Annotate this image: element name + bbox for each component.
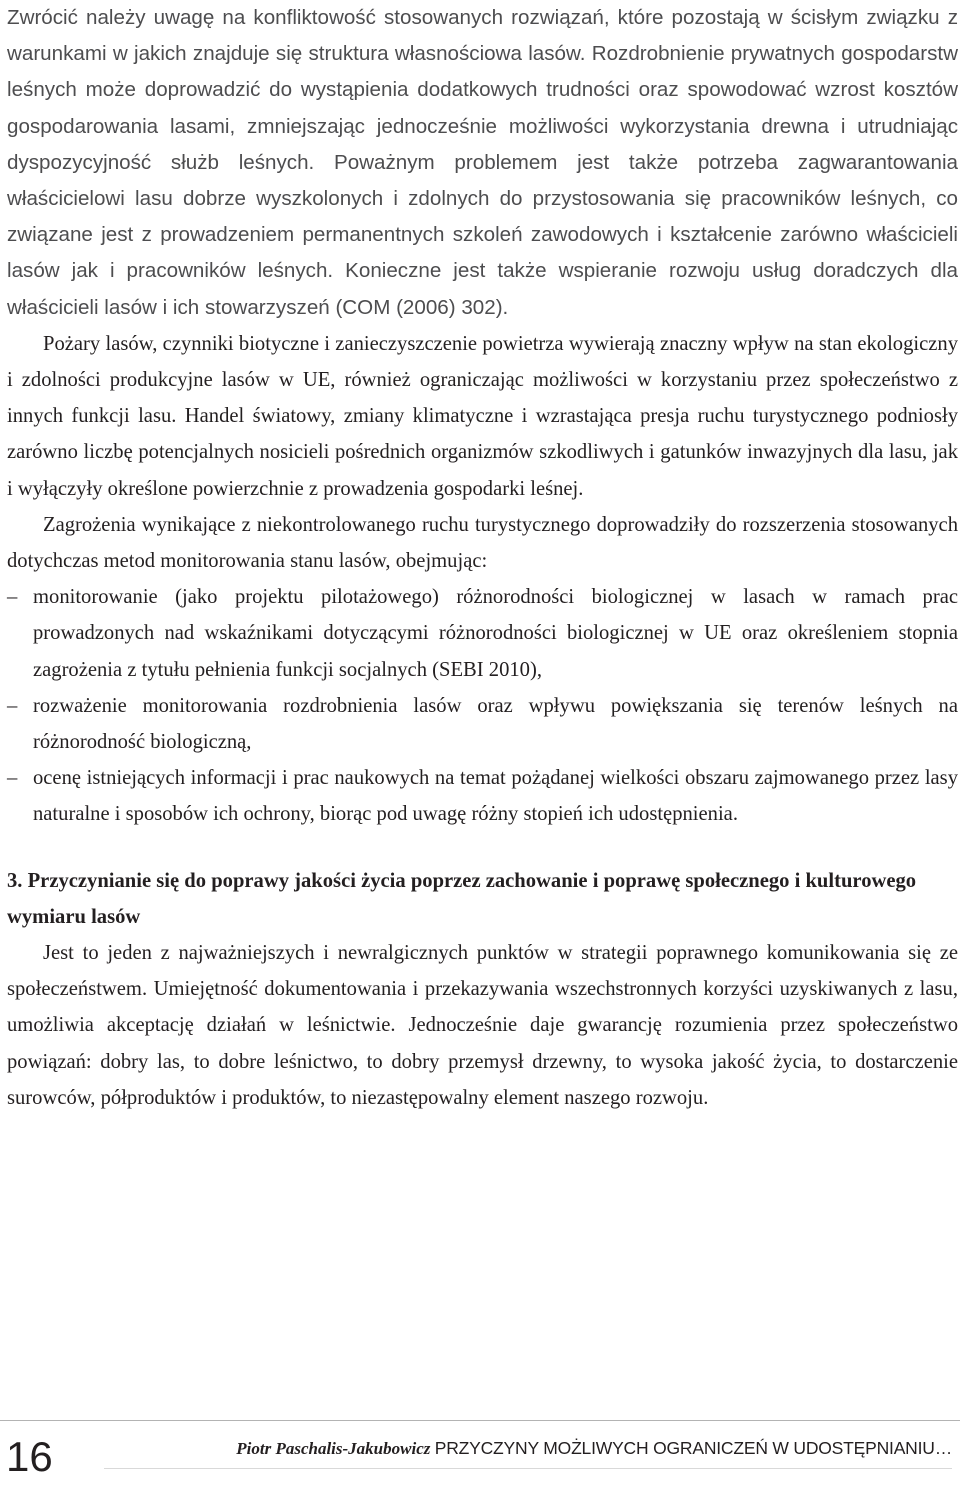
list-item-text: monitorowanie (jako projektu pilotażowego) różnorodności biologicznej w lasach w ramach prac prowadzonych nad wskaźnikami dotyczącymi różnorodności biologicznej w UE oraz określeniem stopnia zagrożenia z tytułu pełnienia funkcji socjalnych (SEBI 2010), xyxy=(33,586,958,681)
list-item xyxy=(7,760,958,832)
running-header xyxy=(236,1436,952,1461)
section-heading: 3. Przyczynianie się do poprawy jakości życia poprzez zachowanie i poprawę społecznego i kulturowego wymiaru lasów xyxy=(7,869,917,928)
list-dash: – xyxy=(7,586,18,609)
monitoring-list xyxy=(7,579,958,832)
paragraph-ownership-structure: Zwrócić należy uwagę na konfliktowość stosowanych rozwiązań, które pozostają w ścisłym związku z warunkami w jakich znajduje się struktura własnościowa lasów. Rozdrobnienie prywatnych gospodarstw leśnych może doprowadzić do wystąpienia dodatkowych trudności oraz spowodować wzrost kosztów gospodarowania lasami, zmniejszając jednocześnie możliwości wykorzystania drewna i utrudniając dyspozycyjność służb leśnych. Poważnym problemem jest także potrzeba zagwarantowania właścicielowi lasu dobrze wyszkolonych i zdolnych do przystosowania się pracowników leśnych, co związane jest z prowadzeniem permanentnych szkoleń zawodowych i kształcenie zarówno właścicieli lasów jak i pracowników leśnych. Konieczne jest także wspieranie rozwoju usług doradczych dla właścicieli lasów i ich stowarzyszeń (COM (2006) 302). xyxy=(7,6,958,319)
paragraph-tourism-monitoring: Zagrożenia wynikające z niekontrolowanego ruchu turystycznego doprowadziły do rozszerzenia stosowanych dotychczas metod monitorowania stanu lasów, obejmując: xyxy=(7,513,958,573)
list-item xyxy=(7,688,958,760)
paragraph-forest-threats: Pożary lasów, czynniki biotyczne i zanieczyszczenie powietrza wywierają znaczny wpływ na stan ekologiczny i zdolności produkcyjne lasów w UE, również ograniczając możliwości w korzystaniu przez społeczeństwo z innych funkcji lasu. Handel światowy, zmiany klimatyczne i wzrastająca presja ruchu turystycznego podniosły zarówno liczbę potencjalnych nosicieli pośrednich organizmów szkodliwych i gatunków inwazyjnych dla lasu, jak i wyłączyły określone powierzchnie z prowadzenia gospodarki leśnej. xyxy=(7,332,958,500)
list-dash: – xyxy=(7,767,18,790)
running-title: PRZYCZYNY MOŻLIWYCH OGRANICZEŃ W UDOSTĘPNIANIU… xyxy=(434,1438,952,1458)
page-footer xyxy=(0,1420,960,1480)
list-item-text: rozważenie monitorowania rozdrobnienia lasów oraz wpływu powiększania się terenów leśnych na różnorodność biologiczną, xyxy=(33,694,958,754)
running-author: Piotr Paschalis-Jakubowicz xyxy=(236,1439,431,1458)
page-number: 16 xyxy=(6,1433,53,1480)
list-item-text: ocenę istniejących informacji i prac naukowych na temat pożądanej wielkości obszaru zajmowanego przez lasy naturalne i sposobów ich ochrony, biorąc pod uwagę różny stopień ich udostępnienia. xyxy=(33,767,958,826)
footer-divider xyxy=(0,1420,960,1421)
list-dash: – xyxy=(7,694,18,717)
page-body xyxy=(7,0,958,1116)
running-header-rule xyxy=(104,1468,952,1469)
list-item xyxy=(7,579,958,688)
section-body: Jest to jeden z najważniejszych i newralgicznych punktów w strategii poprawnego komunikowania się ze społeczeństwem. Umiejętność dokumentowania i przekazywania wszechstronnych korzyści uzyskiwanych z lasu, umożliwia akceptację działań w leśnictwie. Jednocześnie daje gwarancję rozumienia przez społeczeństwo powiązań: dobry las, to dobre leśnictwo, to dobry przemysł drzewny, to wysoka jakość życia, to dostarczenie surowców, półproduktów i produktów, to niezastępowalny element naszego rozwoju. xyxy=(7,942,958,1109)
